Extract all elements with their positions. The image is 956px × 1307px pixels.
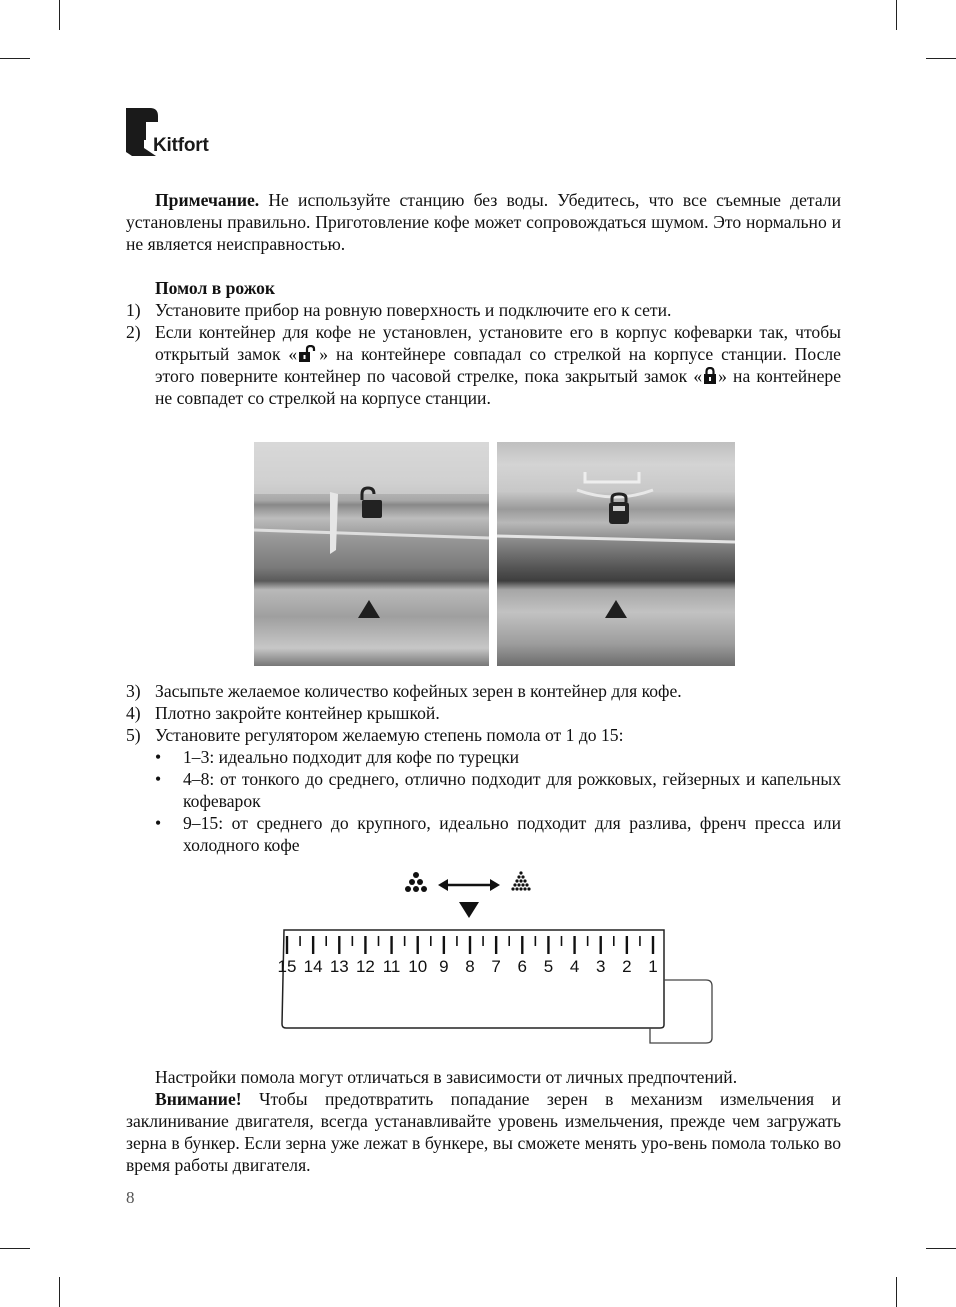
crop-mark <box>926 1248 956 1249</box>
open-lock-icon <box>297 345 319 363</box>
scale-number: 14 <box>303 957 323 976</box>
step-text-part2: » на контейнере совпадал со стрелкой на корпусе станции. После этого поверните контейнер по часовой стрелке, пока закрытый замок « <box>155 344 841 386</box>
list-item <box>155 768 841 812</box>
page-number: 8 <box>126 1188 135 1207</box>
bullet-text: 4–8: от тонкого до среднего, отлично подходит для рожковых, гейзерных и капельных кофеварок <box>183 769 841 811</box>
instructions-block <box>126 277 841 409</box>
step-number: 3) <box>126 681 141 701</box>
scale-number: 15 <box>277 957 297 976</box>
bullet-text: 9–15: от среднего до крупного, идеально подходит для разлива, френч пресса или холодного кофе <box>183 813 841 855</box>
note-block <box>126 189 841 255</box>
closed-lock-icon <box>609 494 629 524</box>
arrow-marker-icon <box>358 600 380 618</box>
bullet-text: 1–3: идеально подходит для кофе по турецки <box>183 747 520 767</box>
scale-number: 5 <box>543 957 554 976</box>
list-item <box>155 812 841 856</box>
scale-number: 6 <box>517 957 528 976</box>
bullet-mark: • <box>155 813 162 833</box>
step-text-part1: Если контейнер для кофе не установлен, установите его в корпус кофеварки так, чтобы открытый замок « <box>155 322 841 364</box>
crop-mark <box>0 1248 30 1249</box>
note-label: Примечание. <box>155 190 260 210</box>
crop-mark <box>0 58 30 59</box>
fine-grind-icon <box>511 871 530 890</box>
pointer-arrow-icon <box>459 902 479 918</box>
scale-number: 8 <box>465 957 475 976</box>
list-item <box>126 724 841 746</box>
step-text: Плотно закройте контейнер крышкой. <box>155 703 440 723</box>
double-arrow-icon <box>438 879 500 891</box>
step-number: 1) <box>126 300 141 320</box>
step-text-part3: » на контейнере не совпадет со стрелкой на корпусе станции. <box>155 366 842 408</box>
scale-knob-outline <box>650 980 712 1043</box>
settings-note: Настройки помола могут отличаться в зависимости от личных предпочтений. <box>155 1067 738 1087</box>
photo-open-lock-graphic <box>254 442 489 666</box>
bullet-mark: • <box>155 769 162 789</box>
scale-number: 4 <box>569 957 580 976</box>
crop-mark <box>896 0 897 30</box>
step-text: Засыпьте желаемое количество кофейных зерен в контейнер для кофе. <box>155 681 682 701</box>
scale-number: 9 <box>439 957 449 976</box>
scale-ticks <box>287 936 653 954</box>
step-number: 2) <box>126 322 141 342</box>
warning-paragraph <box>126 1088 841 1176</box>
note-text: Не используйте станцию без воды. Убедитесь, что все съемные детали установлены правильно. Приготовление кофе может сопровождаться шумом. Это нормально и не является неисправностью. <box>126 190 841 254</box>
list-item <box>155 746 841 768</box>
list-item <box>126 321 841 409</box>
section-title: Помол в рожок <box>155 278 276 298</box>
note-paragraph <box>126 189 841 255</box>
scale-number: 3 <box>595 957 606 976</box>
instructions-block-b <box>126 680 841 856</box>
crop-mark <box>59 1277 60 1307</box>
crop-mark <box>896 1277 897 1307</box>
scale-number: 1 <box>648 957 658 976</box>
footer-block <box>126 1066 841 1176</box>
coarse-grind-icon <box>405 872 427 892</box>
scale-number: 12 <box>355 957 375 976</box>
scale-numbers <box>278 957 658 976</box>
closed-lock-icon <box>702 367 718 385</box>
scale-number: 13 <box>329 957 349 976</box>
step-number: 4) <box>126 703 141 723</box>
scale-number: 10 <box>408 957 428 976</box>
steps-list-a <box>126 299 841 409</box>
warning-text: Чтобы предотвратить попадание зерен в механизм измельчения и заклинивание двигателя, всегда устанавливайте уровень измельчения, прежде чем загружать зерна в бункер. Если зерна уже лежат в бункере, вы сможете менять уро-вень помола только во время работы двигателя. <box>126 1089 841 1175</box>
step-number: 5) <box>126 725 141 745</box>
step-text: Установите регулятором желаемую степень помола от 1 до 15: <box>155 725 624 745</box>
scale-number: 2 <box>622 957 632 976</box>
crop-mark <box>59 0 60 30</box>
photo-closed-lock-graphic <box>497 442 735 666</box>
scale-number: 7 <box>491 957 501 976</box>
list-item <box>126 299 841 321</box>
arrow-marker-icon <box>605 600 627 618</box>
bullet-mark: • <box>155 747 162 767</box>
warning-label: Внимание! <box>155 1089 242 1109</box>
crop-mark <box>926 58 956 59</box>
photo-open-lock <box>254 442 489 666</box>
scale-number: 11 <box>382 957 401 976</box>
grind-bullets <box>126 746 841 856</box>
logo-text: Kitfort <box>153 135 209 156</box>
steps-list-b <box>126 680 841 746</box>
list-item <box>126 702 841 724</box>
step-text: Установите прибор на ровную поверхность и подключите его к сети. <box>155 300 672 320</box>
photo-closed-lock <box>497 442 735 666</box>
grind-scale-diagram <box>270 868 720 1048</box>
list-item <box>126 680 841 702</box>
